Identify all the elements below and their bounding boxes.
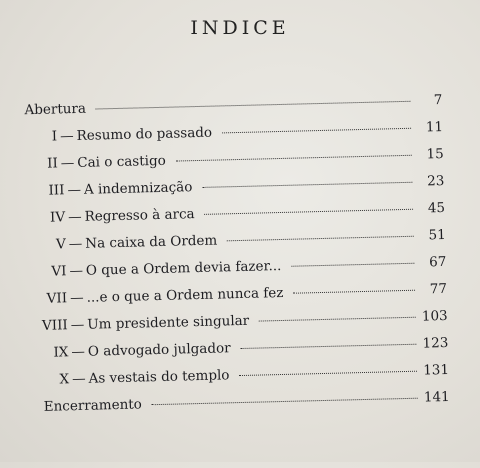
- entry-page-number: 123: [422, 334, 449, 352]
- entry-title: Encerramento: [43, 396, 143, 415]
- toc-entry-chapter-8: [30, 308, 448, 334]
- chapter-numeral: VII: [46, 290, 68, 307]
- toc-entry-chapter-6: [28, 254, 446, 280]
- entry-page-number: 141: [423, 388, 450, 406]
- entry-title: A indemnização: [83, 179, 193, 198]
- chapter-numeral: VI: [51, 263, 67, 280]
- entry-title: Na caixa da Ordem: [85, 232, 218, 252]
- dash: —: [69, 262, 84, 280]
- dot-leader: [205, 209, 413, 215]
- entry-page-number: 15: [426, 145, 444, 163]
- dash: —: [71, 370, 86, 388]
- dash: —: [59, 128, 74, 145]
- chapter-numeral: III: [48, 182, 65, 199]
- dot-leader: [176, 155, 412, 162]
- entry-title: Regresso à arca: [84, 206, 195, 225]
- dot-leader: [291, 263, 414, 267]
- toc-entry-chapter-1: [25, 119, 443, 145]
- page-title: INDICE: [190, 17, 290, 39]
- entry-title: ...e o que a Ordem nunca fez: [86, 284, 284, 306]
- dash: —: [71, 343, 86, 361]
- entry-title: Resumo do passado: [76, 124, 213, 144]
- dot-leader: [239, 371, 417, 376]
- chapter-numeral: X: [59, 371, 70, 388]
- dot-leader: [293, 290, 415, 294]
- dash: —: [69, 289, 84, 307]
- dash: —: [68, 235, 83, 253]
- dash: —: [67, 208, 82, 226]
- toc-entry-chapter-2: [26, 146, 444, 172]
- entry-page-number: 7: [433, 92, 443, 109]
- dot-leader: [241, 344, 417, 349]
- toc-entry-closing: [44, 389, 450, 415]
- dash: —: [67, 181, 82, 199]
- dot-leader: [259, 317, 416, 322]
- toc-entry-chapter-9: [30, 335, 448, 361]
- entry-title: As vestais do templo: [88, 367, 230, 387]
- toc-entry-chapter-10: [31, 362, 449, 388]
- chapter-numeral: IX: [53, 344, 69, 361]
- dash: —: [60, 155, 75, 172]
- chapter-numeral: V: [55, 236, 67, 253]
- entry-title: Um presidente singular: [87, 312, 250, 333]
- toc-entry-chapter-3: [26, 173, 444, 199]
- entry-title: O advogado julgador: [87, 340, 231, 360]
- chapter-numeral: VIII: [41, 317, 68, 334]
- entry-page-number: 23: [426, 172, 445, 190]
- dot-leader: [222, 128, 411, 134]
- chapter-numeral: II: [46, 155, 59, 172]
- toc-entry-chapter-5: [28, 227, 446, 253]
- entry-page-number: 77: [429, 280, 448, 298]
- dot-leader: [152, 398, 418, 405]
- dot-leader: [227, 236, 414, 242]
- entry-page-number: 51: [428, 226, 446, 244]
- toc-entry-chapter-4: [27, 200, 445, 226]
- entry-title: Cai o castigo: [77, 152, 166, 171]
- toc-entry-chapter-7: [29, 281, 447, 307]
- chapter-numeral: I: [51, 128, 58, 145]
- entry-page-number: 45: [427, 199, 446, 217]
- entry-page-number: 11: [425, 119, 444, 136]
- chapter-numeral: IV: [49, 209, 66, 226]
- entry-page-number: 103: [421, 307, 448, 325]
- entry-page-number: 67: [428, 253, 447, 271]
- dash: —: [70, 316, 85, 334]
- toc-entry-opening: [24, 92, 442, 118]
- dot-leader: [96, 101, 410, 110]
- dot-leader: [202, 182, 412, 188]
- entry-title: Abertura: [24, 100, 87, 119]
- entry-page-number: 131: [423, 361, 450, 379]
- entry-title: O que a Ordem devia fazer...: [85, 257, 282, 279]
